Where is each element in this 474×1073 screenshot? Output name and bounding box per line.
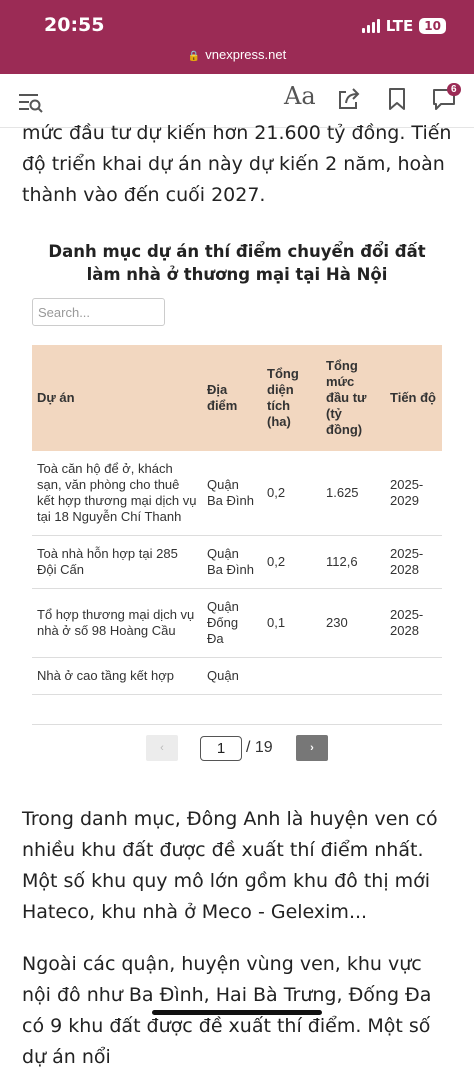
cell-schedule: 2025-2029 [385, 451, 442, 536]
cell-area [262, 658, 321, 695]
column-header-schedule[interactable]: Tiến độ [385, 345, 442, 451]
table-row [32, 536, 442, 589]
page-total-label: / 19 [246, 739, 273, 756]
menu-search-icon[interactable] [18, 92, 44, 114]
url-text: vnexpress.net [205, 47, 287, 62]
comment-count-badge: 6 [447, 83, 461, 96]
cell-project: Toà căn hộ để ở, khách sạn, văn phòng cho thuê kết hợp thương mại dịch vụ tại 18 Nguyễn Chí Thanh [32, 451, 202, 536]
cell-project: Nhà ở cao tầng kết hợp [32, 658, 202, 695]
table-row [32, 451, 442, 536]
bookmark-icon[interactable] [386, 86, 408, 112]
status-bar [0, 0, 474, 74]
cell-schedule: 2025-2028 [385, 589, 442, 658]
cell-project: Tổ hợp thương mại dịch vụ nhà ở số 98 Hoàng Cầu [32, 589, 202, 658]
table-header-row [32, 345, 442, 451]
status-time: 20:55 [44, 14, 105, 36]
cell-investment: 112,6 [321, 536, 385, 589]
status-indicators [362, 17, 446, 35]
data-table-container[interactable] [32, 345, 442, 725]
article-paragraph: mức đầu tư dự kiến hơn 21.600 tỷ đồng. Tiến độ triển khai dự án này dự kiến 2 năm, hoàn thành vào đến cuối 2027. [22, 122, 452, 206]
share-icon[interactable] [336, 86, 362, 112]
font-size-icon[interactable]: Aa [284, 82, 316, 110]
address-bar[interactable] [0, 47, 474, 62]
page-number-input[interactable] [200, 736, 242, 761]
project-table [32, 345, 442, 695]
cell-location: Quận Ba Đình [202, 451, 262, 536]
table-row [32, 589, 442, 658]
network-label: LTE [385, 17, 414, 35]
home-indicator[interactable] [152, 1010, 322, 1015]
table-search-input[interactable] [32, 298, 165, 326]
cell-location: Quận Ba Đình [202, 536, 262, 589]
lock-icon: 🔒 [187, 51, 201, 62]
cell-investment: 230 [321, 589, 385, 658]
next-page-button[interactable]: › [296, 735, 328, 761]
table-pagination [0, 735, 474, 763]
cell-schedule [385, 658, 442, 695]
cell-location: Quận Đống Đa [202, 589, 262, 658]
column-header-investment[interactable]: Tổng mức đầu tư (tỷ đồng) [321, 345, 385, 451]
cell-location: Quận [202, 658, 262, 695]
article-paragraph: Trong danh mục, Đông Anh là huyện ven có nhiều khu đất được đề xuất thí điểm nhất. Một số khu quy mô lớn gồm khu đô thị mới Hateco, khu nhà ở Meco - Gelexim... [22, 808, 438, 923]
cell-investment: 1.625 [321, 451, 385, 536]
column-header-area[interactable]: Tổng diện tích (ha) [262, 345, 321, 451]
cell-investment [321, 658, 385, 695]
article-paragraph: Ngoài các quận, huyện vùng ven, khu vực nội đô như Ba Đình, Hai Bà Trưng, Đống Đa có 9 khu đất được đề xuất thí điểm. Một số dự án nổi [22, 953, 432, 1068]
battery-icon: 10 [419, 18, 446, 34]
prev-page-button[interactable]: ‹ [146, 735, 178, 761]
cell-area: 0,2 [262, 536, 321, 589]
table-title: Danh mục dự án thí điểm chuyển đổi đất làm nhà ở thương mại tại Hà Nội [48, 242, 426, 284]
table-row [32, 658, 442, 695]
cell-schedule: 2025-2028 [385, 536, 442, 589]
cell-area: 0,1 [262, 589, 321, 658]
signal-icon [362, 19, 380, 33]
cell-project: Toà nhà hỗn hợp tại 285 Đội Cấn [32, 536, 202, 589]
cell-area: 0,2 [262, 451, 321, 536]
column-header-location[interactable]: Địa điểm [202, 345, 262, 451]
column-header-project[interactable]: Dự án [32, 345, 202, 451]
